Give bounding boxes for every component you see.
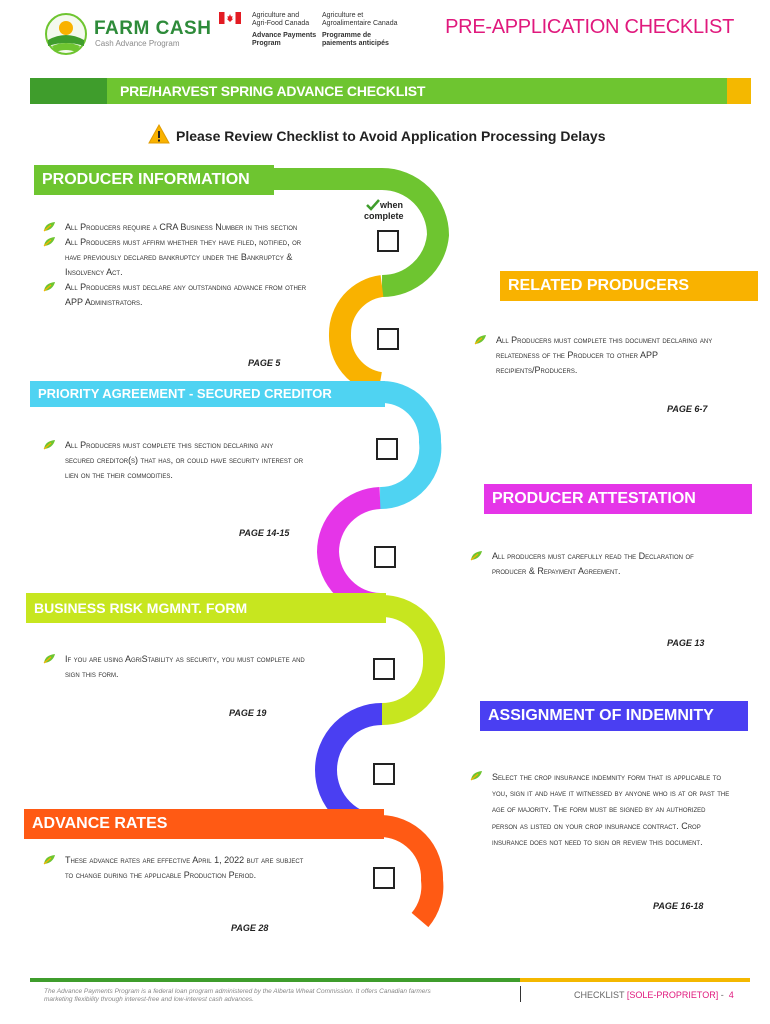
gov-name-fr: Agriculture et Agroalimentaire Canada <box>322 12 398 27</box>
leaf-bullet-icon <box>474 334 487 345</box>
leaf-bullet-icon <box>43 281 56 292</box>
page-ref-business-risk: PAGE 19 <box>229 708 267 718</box>
checkmark-icon <box>366 198 380 212</box>
list-item: All Producers must complete this section declaring any secured creditor(s) that has, or could have security interest or lien on the their commodities. <box>65 438 305 483</box>
page-ref-priority-agreement: PAGE 14-15 <box>239 528 290 538</box>
checkbox-producer-attestation[interactable] <box>374 546 396 568</box>
checkbox-priority-agreement[interactable] <box>376 438 398 460</box>
list-item: All Producers must complete this document declaring any relatedness of the Producer to other APP recipients/Producers. <box>496 333 726 378</box>
producer-information-bullets <box>65 220 310 310</box>
footer-divider <box>520 986 521 1002</box>
list-item: If you are using AgriStability as security, you must complete and sign this form. <box>65 652 305 682</box>
list-item: These advance rates are effective April 1, 2022 but are subject to change during the applicable Production Period. <box>65 853 310 883</box>
leaf-bullet-icon <box>43 236 56 247</box>
section-header-producer-information: PRODUCER INFORMATION <box>34 165 274 195</box>
section-header-related-producers: RELATED PRODUCERS <box>500 271 758 301</box>
leaf-bullet-icon <box>43 439 56 450</box>
program-name-fr: Programme de paiements anticipés <box>322 32 389 47</box>
banner-left-segment <box>30 78 107 104</box>
related-producers-bullets <box>496 333 726 378</box>
warning-icon <box>148 124 170 144</box>
banner-right-segment <box>727 78 751 104</box>
canada-flag-icon <box>219 12 241 24</box>
footer-note: The Advance Payments Program is a federal loan program administered by the Alberta Wheat Commission. It offers Canadian farmers marketing flexibility through interest-free and low-interest cash advances. <box>44 988 431 1003</box>
leaf-bullet-icon <box>470 770 483 781</box>
checkbox-producer-information[interactable] <box>377 230 399 252</box>
footer-bar-green <box>30 978 520 982</box>
leaf-bullet-icon <box>43 854 56 865</box>
checkbox-business-risk[interactable] <box>373 658 395 680</box>
gov-name-en: Agriculture and Agri-Food Canada <box>252 12 310 27</box>
list-item: All Producers must declare any outstanding advance from other APP Administrators. <box>65 280 310 310</box>
leaf-bullet-icon <box>470 550 483 561</box>
page-ref-producer-information: PAGE 5 <box>248 358 281 368</box>
section-header-advance-rates: ADVANCE RATES <box>24 809 384 839</box>
section-header-assignment-of-indemnity: ASSIGNMENT OF INDEMNITY <box>480 701 748 731</box>
list-item: All producers must carefully read the Declaration of producer & Repayment Agreement. <box>492 549 722 579</box>
page-title: PRE-APPLICATION CHECKLIST <box>445 16 734 38</box>
footer-page-label: CHECKLIST [SOLE-PROPRIETOR] - 4 <box>574 990 734 1000</box>
section-header-producer-attestation: PRODUCER ATTESTATION <box>484 484 752 514</box>
notice-text: Please Review Checklist to Avoid Application Processing Delays <box>176 128 606 144</box>
program-name-en: Advance Payments Program <box>252 32 317 47</box>
leaf-bullet-icon <box>43 653 56 664</box>
footer-bar-gold <box>520 978 750 982</box>
page-ref-assignment-of-indemnity: PAGE 16-18 <box>653 901 704 911</box>
assignment-of-indemnity-bullets <box>492 769 732 850</box>
checkbox-assignment-of-indemnity[interactable] <box>373 763 395 785</box>
banner-title: PRE/HARVEST SPRING ADVANCE CHECKLIST <box>120 83 426 99</box>
advance-rates-bullets <box>65 853 310 883</box>
list-item: All Producers must affirm whether they have filed, notified, or have previously declared bankruptcy under the Bankruptcy & Insolvency Act. <box>65 235 310 280</box>
list-item: All Producers require a CRA Business Number in this section <box>65 220 310 235</box>
checkbox-advance-rates[interactable] <box>373 867 395 889</box>
brand-name: FARM CASH <box>94 18 212 39</box>
section-header-priority-agreement: PRIORITY AGREEMENT - SECURED CREDITOR <box>30 381 385 407</box>
list-item: Select the crop insurance indemnity form that is applicable to you, sign it and have it witnessed by anyone who is at or past the age of majority. The form must be signed by an authorized person as listed on your crop insurance contract. Crop insurance does not need to sign or review this document. <box>492 769 732 850</box>
when-complete-label: when complete <box>364 200 404 221</box>
farm-cash-logo <box>44 12 88 56</box>
business-risk-bullets <box>65 652 305 682</box>
checkbox-related-producers[interactable] <box>377 328 399 350</box>
section-header-business-risk: BUSINESS RISK MGMNT. FORM <box>26 593 386 623</box>
page-ref-related-producers: PAGE 6-7 <box>667 404 708 414</box>
brand-tagline: Cash Advance Program <box>95 39 180 48</box>
priority-agreement-bullets <box>65 438 305 483</box>
producer-attestation-bullets <box>492 549 722 579</box>
page-ref-producer-attestation: PAGE 13 <box>667 638 705 648</box>
page-ref-advance-rates: PAGE 28 <box>231 923 269 933</box>
leaf-bullet-icon <box>43 221 56 232</box>
